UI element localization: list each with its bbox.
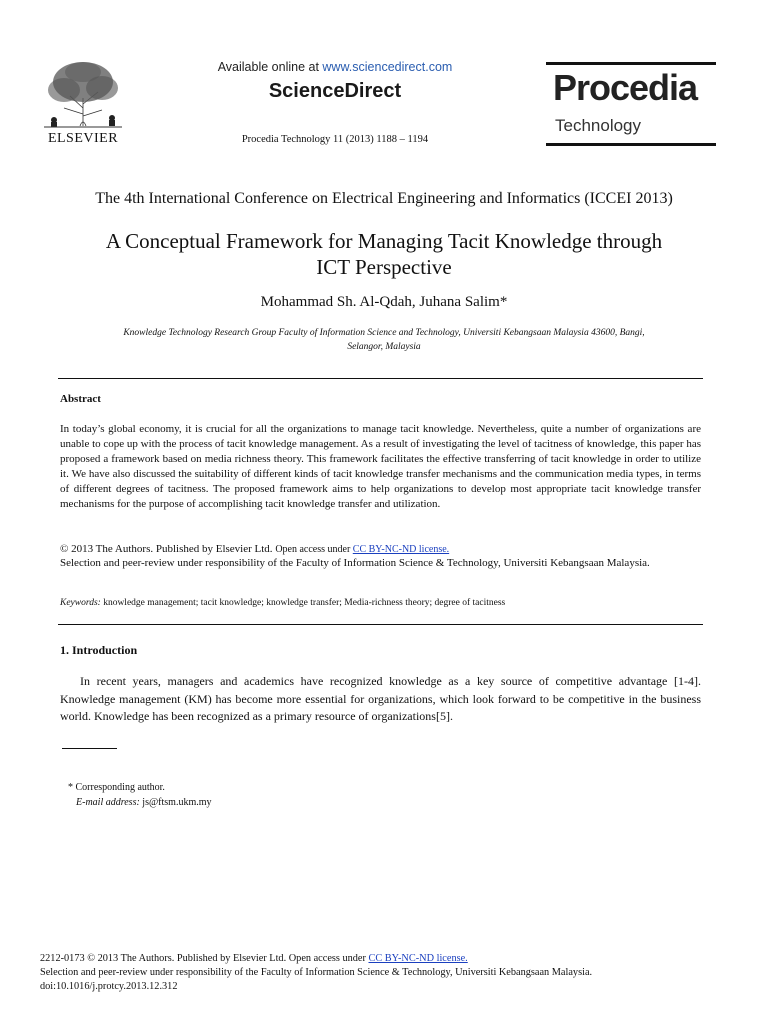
- license-link[interactable]: CC BY-NC-ND license.: [352, 544, 450, 555]
- abstract-body: In today’s global economy, it is crucial for all the organizations to manage tacit knowledge. Nevertheless, quite a number of organizations are unable to cope up with the process of tacit knowledge management. As a result of investigating the level of tacitness of knowledge, this paper has proposed a framework based on media richness theory. This framework facilitates the effective transferring of tacit knowledge in order to utilize it. We have also discussed the suitability of different kinds of tacit knowledge transfer mechanisms and the communication media types, in terms of different degrees of tacitness. The proposed framework aims to help organizations to develop most appropriate tacit knowledge transfer mechanisms for the purpose of accomplishing tacit knowledge transfer and utilization.: [60, 423, 701, 511]
- affiliation: [60, 326, 708, 354]
- affiliation-line-1: Knowledge Technology Research Group Faculty of Information Science and Technology, Universiti Kebangsaan Malaysia 43600, Bangi,: [123, 328, 645, 338]
- footer-copyright-text: 2212-0173 © 2013 The Authors. Published by Elsevier Ltd. Open access under: [40, 953, 369, 964]
- peer-review-statement: Selection and peer-review under responsibility of the Faculty of Information Science & Technology, Universiti Kebangsaan Malaysia.: [60, 557, 650, 569]
- email-label: E-mail address:: [76, 797, 140, 808]
- author-email: [76, 797, 212, 808]
- footer-doi: doi:10.1016/j.protcy.2013.12.312: [40, 981, 178, 992]
- publisher-name: ELSEVIER: [47, 131, 119, 146]
- keywords: [60, 598, 705, 608]
- copyright-line: [60, 542, 705, 557]
- corresponding-author-note: * Corresponding author.: [68, 782, 165, 793]
- conference-name: The 4th International Conference on Electrical Engineering and Informatics (ICCEI 2013): [95, 190, 673, 207]
- open-access-text: Open access under: [275, 544, 353, 555]
- keywords-list: knowledge management; tacit knowledge; knowledge transfer; Media-richness theory; degree of tacitness: [100, 598, 506, 608]
- journal-logo-title: Procedia: [553, 67, 698, 108]
- sciencedirect-brand: ScienceDirect: [268, 80, 402, 102]
- journal-reference: Procedia Technology 11 (2013) 1188 – 1194: [241, 134, 429, 145]
- sciencedirect-link[interactable]: www.sciencedirect.com: [322, 60, 453, 74]
- journal-logo-subtitle: Technology: [555, 116, 642, 135]
- paper-title-line-2: ICT Perspective: [316, 255, 452, 279]
- footer-peer-review: Selection and peer-review under responsibility of the Faculty of Information Science & Technology, Universiti Kebangsaan Malaysia.: [40, 967, 593, 978]
- abstract-bottom-rule: [58, 624, 703, 625]
- footnote-rule: [62, 748, 117, 749]
- footer-copyright: [40, 953, 740, 964]
- abstract-top-rule: [58, 378, 703, 379]
- email-address: js@ftsm.ukm.my: [139, 797, 212, 808]
- paper-title-line-1: A Conceptual Framework for Managing Tacit Knowledge through: [105, 229, 663, 253]
- abstract-heading: Abstract: [60, 393, 101, 405]
- section-heading-introduction: 1. Introduction: [60, 643, 138, 657]
- paper-title: [40, 228, 728, 280]
- introduction-paragraph: In recent years, managers and academics have recognized knowledge as a key source of competitive advantage [1-4]. Knowledge management (KM) has become more essential for organizations, which look forward to be competitive in the business world. Knowledge has been recognized as a primary resource of organizations[5].: [60, 674, 701, 723]
- footer-license-link[interactable]: CC BY-NC-ND license.: [368, 953, 468, 964]
- copyright-text: © 2013 The Authors. Published by Elsevier Ltd.: [60, 543, 276, 555]
- affiliation-line-2: Selangor, Malaysia: [347, 342, 421, 352]
- keywords-label: Keywords:: [60, 598, 101, 608]
- available-prefix: Available online at: [217, 60, 323, 74]
- authors: Mohammad Sh. Al-Qdah, Juhana Salim*: [260, 294, 508, 310]
- available-online-line: [180, 60, 490, 74]
